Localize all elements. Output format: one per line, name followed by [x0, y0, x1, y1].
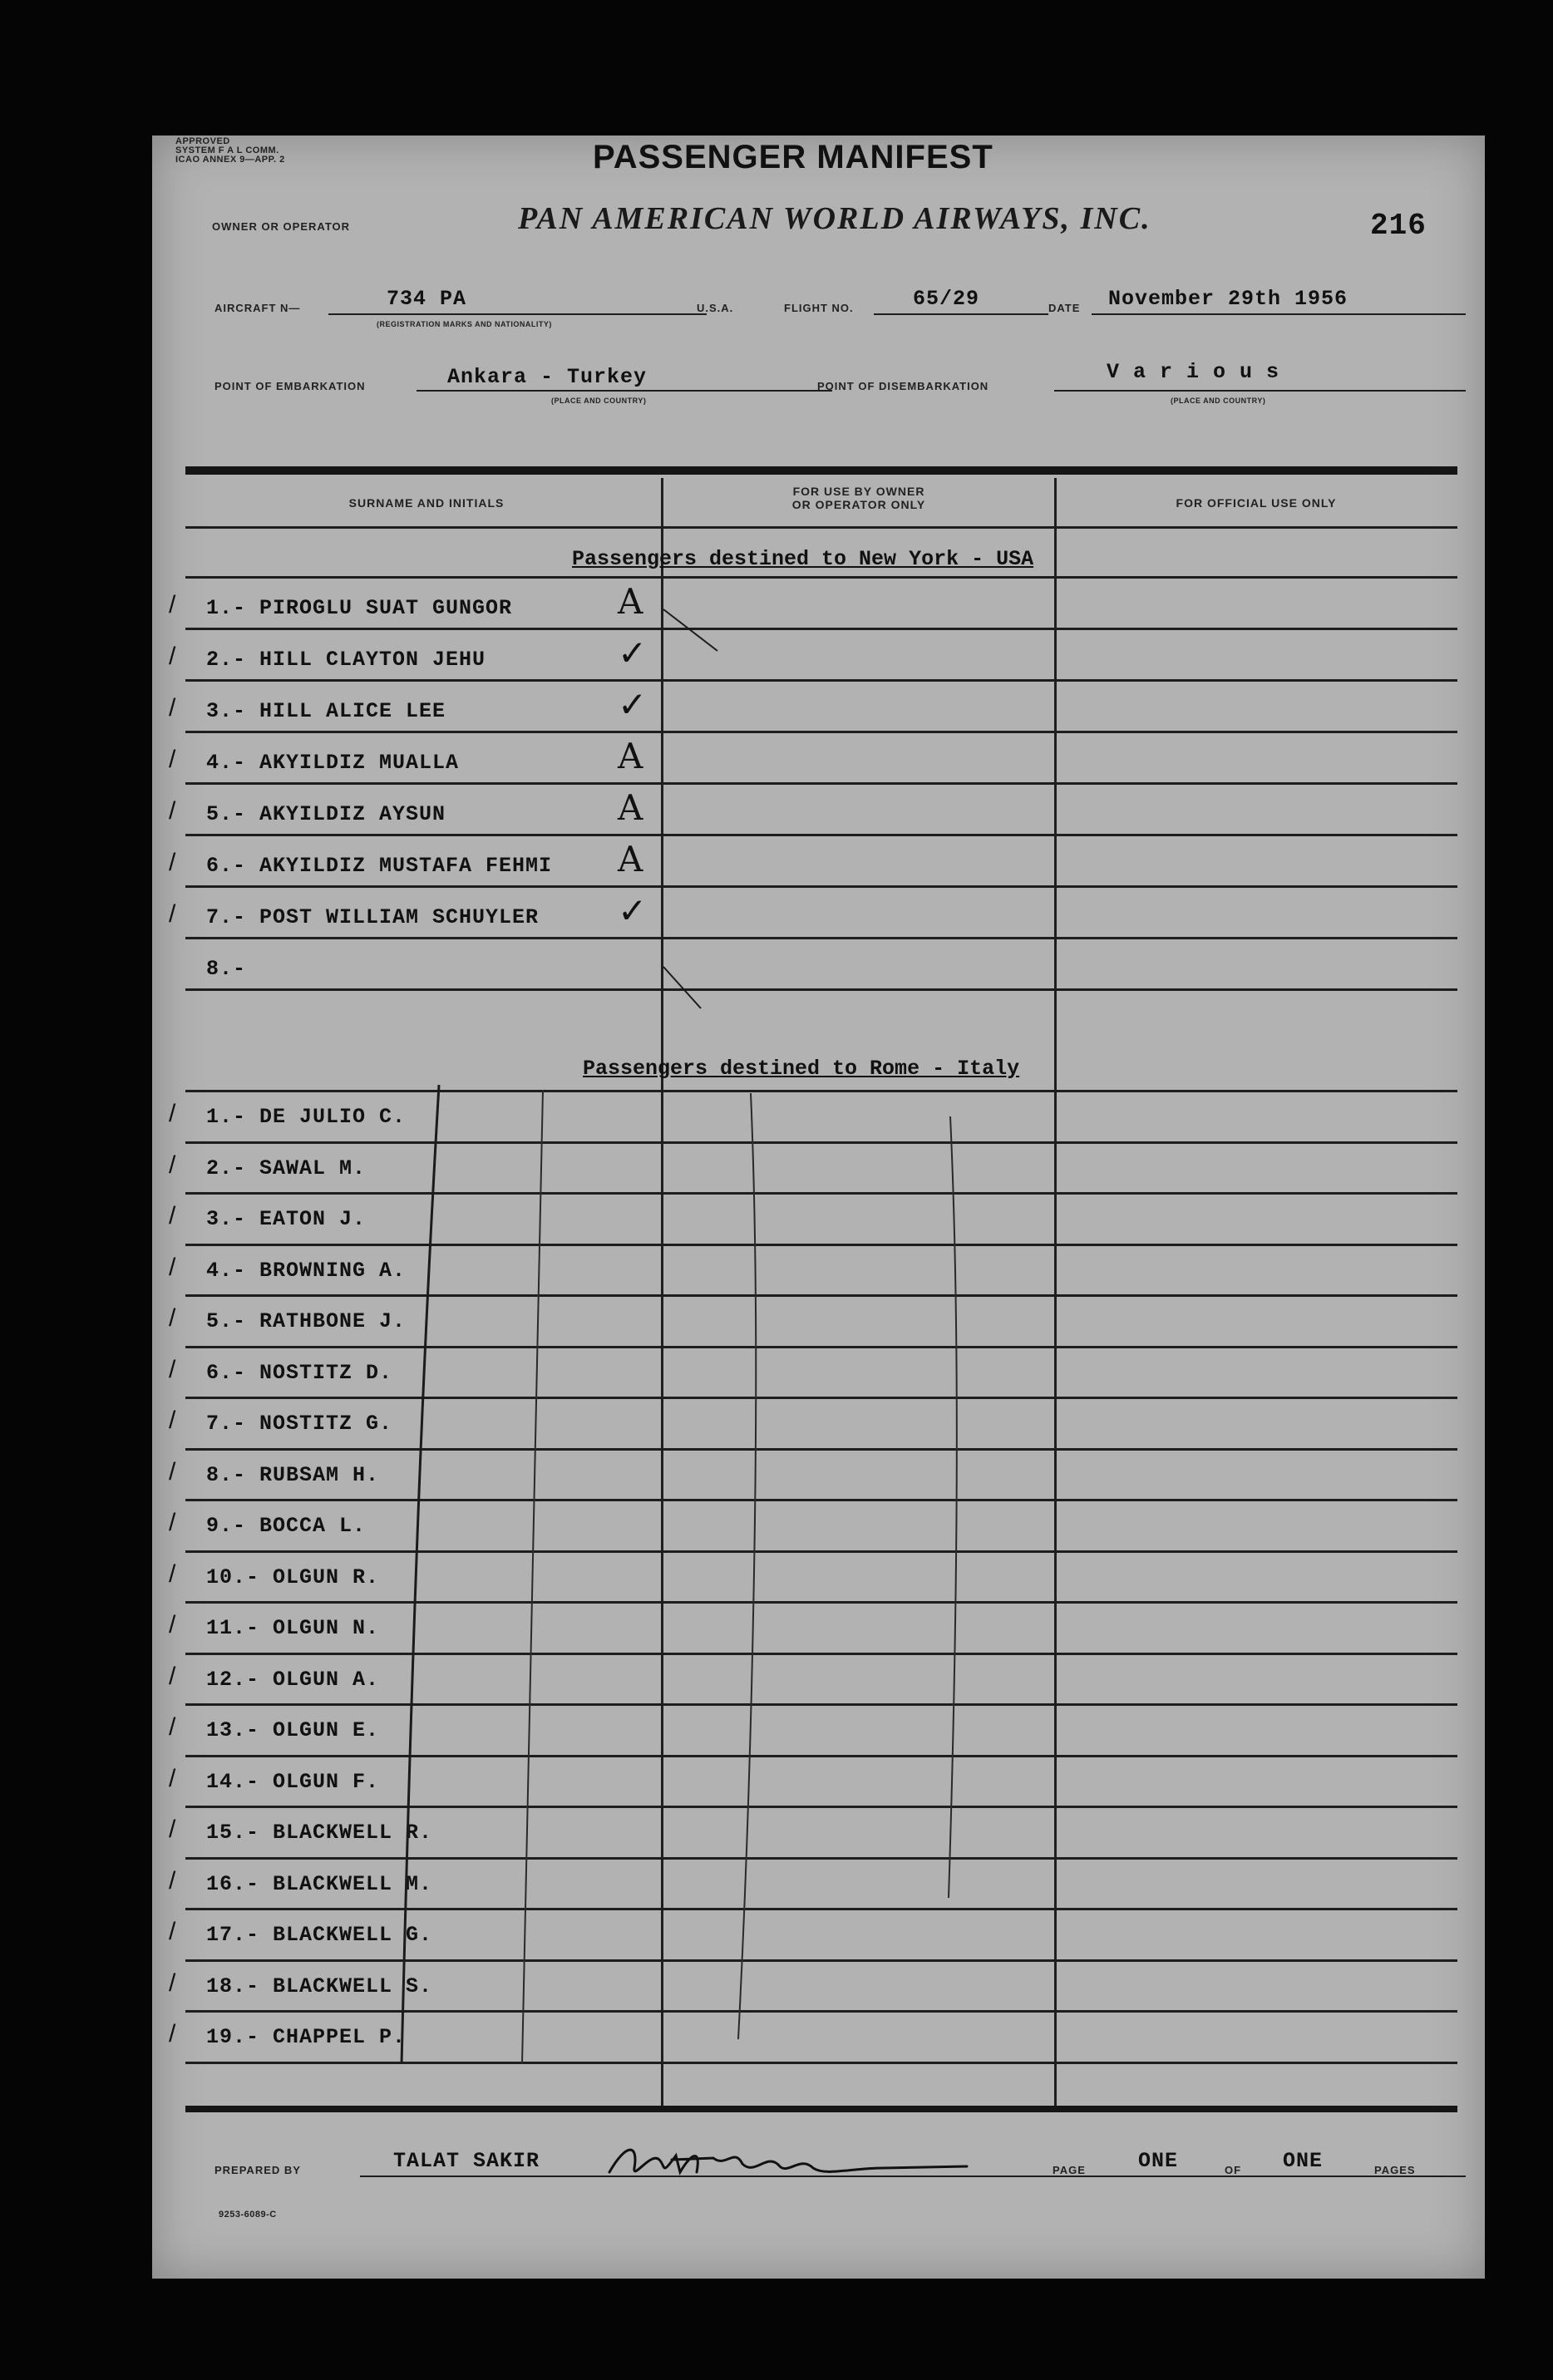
of-value: ONE [1283, 2149, 1324, 2173]
date-label: DATE [1048, 302, 1081, 314]
passenger-name: 2.- SAWAL M. [206, 1156, 367, 1180]
tick-mark: / [169, 643, 176, 670]
passenger-name: 1.- DE JULIO C. [206, 1105, 407, 1129]
passenger-name: 4.- AKYILDIZ MUALLA [206, 751, 460, 775]
page-title: PASSENGER MANIFEST [593, 139, 993, 175]
check-mark: ✓ [618, 890, 648, 931]
passenger-name: 2.- HILL CLAYTON JEHU [206, 648, 486, 672]
of-label: OF [1225, 2164, 1242, 2176]
form-number: 9253-6089-C [219, 2210, 277, 2220]
embarkation-caption: (PLACE AND COUNTRY) [551, 397, 647, 405]
passenger-name: 5.- RATHBONE J. [206, 1309, 407, 1333]
passenger-name: 10.- OLGUN R. [206, 1565, 380, 1589]
passenger-name: 13.- OLGUN E. [206, 1718, 380, 1742]
manifest-sheet [152, 136, 1485, 2279]
owner-use-line: FOR USE BY OWNER [792, 485, 925, 498]
check-mark: A [618, 581, 643, 622]
tick-mark: / [169, 1356, 176, 1383]
embarkation-label: POINT OF EMBARKATION [214, 380, 366, 392]
tick-mark: / [169, 1304, 176, 1332]
embarkation-value: Ankara - Turkey [447, 365, 648, 389]
owner-use-line: OR OPERATOR ONLY [791, 498, 926, 511]
tick-mark: / [169, 746, 176, 773]
tick-mark: / [169, 1407, 176, 1434]
pencil-stroke-1 [402, 1085, 439, 2064]
tick-mark: / [169, 1100, 176, 1127]
aircraft-value: 734 PA [387, 287, 467, 311]
disembarkation-label: POINT OF DISEMBARKATION [817, 380, 989, 392]
footer-underline [360, 2176, 1466, 2177]
tick-mark: / [169, 1151, 176, 1179]
tick-mark: / [169, 900, 176, 928]
passenger-name: 7.- NOSTITZ G. [206, 1412, 393, 1436]
page-label: PAGE [1053, 2164, 1086, 2176]
tick-mark: / [169, 1202, 176, 1229]
tick-mark: / [169, 1867, 176, 1895]
official-use-column-header: FOR OFFICIAL USE ONLY [1176, 496, 1337, 510]
tick-mark: / [169, 797, 176, 825]
tick-mark: / [169, 591, 176, 618]
passenger-name: 19.- CHAPPEL P. [206, 2025, 407, 2049]
page-number: 216 [1370, 209, 1427, 243]
tick-mark: / [169, 1509, 176, 1536]
passenger-name: 4.- BROWNING A. [206, 1259, 407, 1283]
passenger-name: 12.- OLGUN A. [206, 1668, 380, 1692]
signature [601, 2135, 984, 2193]
tick-mark: / [169, 1918, 176, 1945]
new-york-heading: Passengers destined to New York - USA [572, 547, 1034, 571]
pencil-stroke-6 [663, 967, 701, 1008]
approval-line: SYSTEM F A L COMM. [175, 145, 279, 155]
tick-mark: / [169, 2020, 176, 2047]
passenger-name: 11.- OLGUN N. [206, 1616, 380, 1640]
pencil-stroke-3 [738, 1093, 756, 2039]
tick-mark: / [169, 1663, 176, 1690]
tick-mark: / [169, 694, 176, 722]
passenger-name: 6.- AKYILDIZ MUSTAFA FEHMI [206, 854, 553, 878]
disembarkation-caption: (PLACE AND COUNTRY) [1171, 397, 1266, 405]
passenger-name: 17.- BLACKWELL G. [206, 1923, 433, 1947]
tick-mark: / [169, 849, 176, 876]
flight-label: FLIGHT NO. [784, 302, 854, 314]
registration-caption: (REGISTRATION MARKS AND NATIONALITY) [377, 320, 552, 328]
tick-mark: / [169, 1560, 176, 1588]
owner-label: OWNER OR OPERATOR [212, 220, 351, 233]
check-mark: ✓ [618, 633, 648, 673]
passenger-name: 7.- POST WILLIAM SCHUYLER [206, 905, 540, 929]
date-value: November 29th 1956 [1108, 287, 1348, 311]
passenger-name: 15.- BLACKWELL R. [206, 1821, 433, 1845]
tick-mark: / [169, 1254, 176, 1281]
tick-mark: / [169, 1713, 176, 1741]
check-mark: A [618, 787, 643, 828]
tick-mark: / [169, 1969, 176, 1997]
flight-value: 65/29 [913, 287, 980, 311]
tick-mark: / [169, 1458, 176, 1486]
usa-label: U.S.A. [697, 302, 734, 314]
passenger-name: 5.- AKYILDIZ AYSUN [206, 802, 446, 826]
check-mark: A [618, 736, 643, 776]
disembarkation-value: V a r i o u s [1107, 360, 1280, 384]
operator-name: PAN AMERICAN WORLD AIRWAYS, INC. [518, 201, 1151, 236]
pencil-stroke-2 [522, 1090, 543, 2064]
passenger-name: 8.- RUBSAM H. [206, 1463, 380, 1487]
tick-mark: / [169, 1611, 176, 1638]
surname-column-header: SURNAME AND INITIALS [348, 496, 505, 510]
pencil-stroke-5 [663, 609, 717, 651]
pages-label: PAGES [1374, 2164, 1416, 2176]
passenger-name: 16.- BLACKWELL M. [206, 1872, 433, 1896]
page-value: ONE [1138, 2149, 1179, 2173]
tick-mark: / [169, 1765, 176, 1792]
pencil-stroke-4 [949, 1116, 957, 1898]
passenger-name: 14.- OLGUN F. [206, 1770, 380, 1794]
passenger-name: 3.- EATON J. [206, 1207, 367, 1231]
approval-line: ICAO ANNEX 9—APP. 2 [175, 155, 285, 165]
table-bottom-rule [185, 2106, 1457, 2112]
passenger-name: 3.- HILL ALICE LEE [206, 699, 446, 723]
passenger-name: 1.- PIROGLU SUAT GUNGOR [206, 596, 513, 620]
passenger-name: 6.- NOSTITZ D. [206, 1361, 393, 1385]
prepared-by: TALAT SAKIR [393, 2149, 540, 2173]
pencil-strokes [152, 136, 1485, 2279]
approval-line: APPROVED [175, 136, 230, 146]
passenger-name: 18.- BLACKWELL S. [206, 1974, 433, 1998]
passenger-name: 8.- [206, 957, 247, 981]
passenger-name: 9.- BOCCA L. [206, 1514, 367, 1538]
check-mark: A [618, 839, 643, 880]
rome-heading: Passengers destined to Rome - Italy [583, 1057, 1020, 1081]
aircraft-label: AIRCRAFT N— [214, 302, 301, 314]
prepared-label: PREPARED BY [214, 2164, 301, 2176]
tick-mark: / [169, 1816, 176, 1843]
check-mark: ✓ [618, 684, 648, 725]
